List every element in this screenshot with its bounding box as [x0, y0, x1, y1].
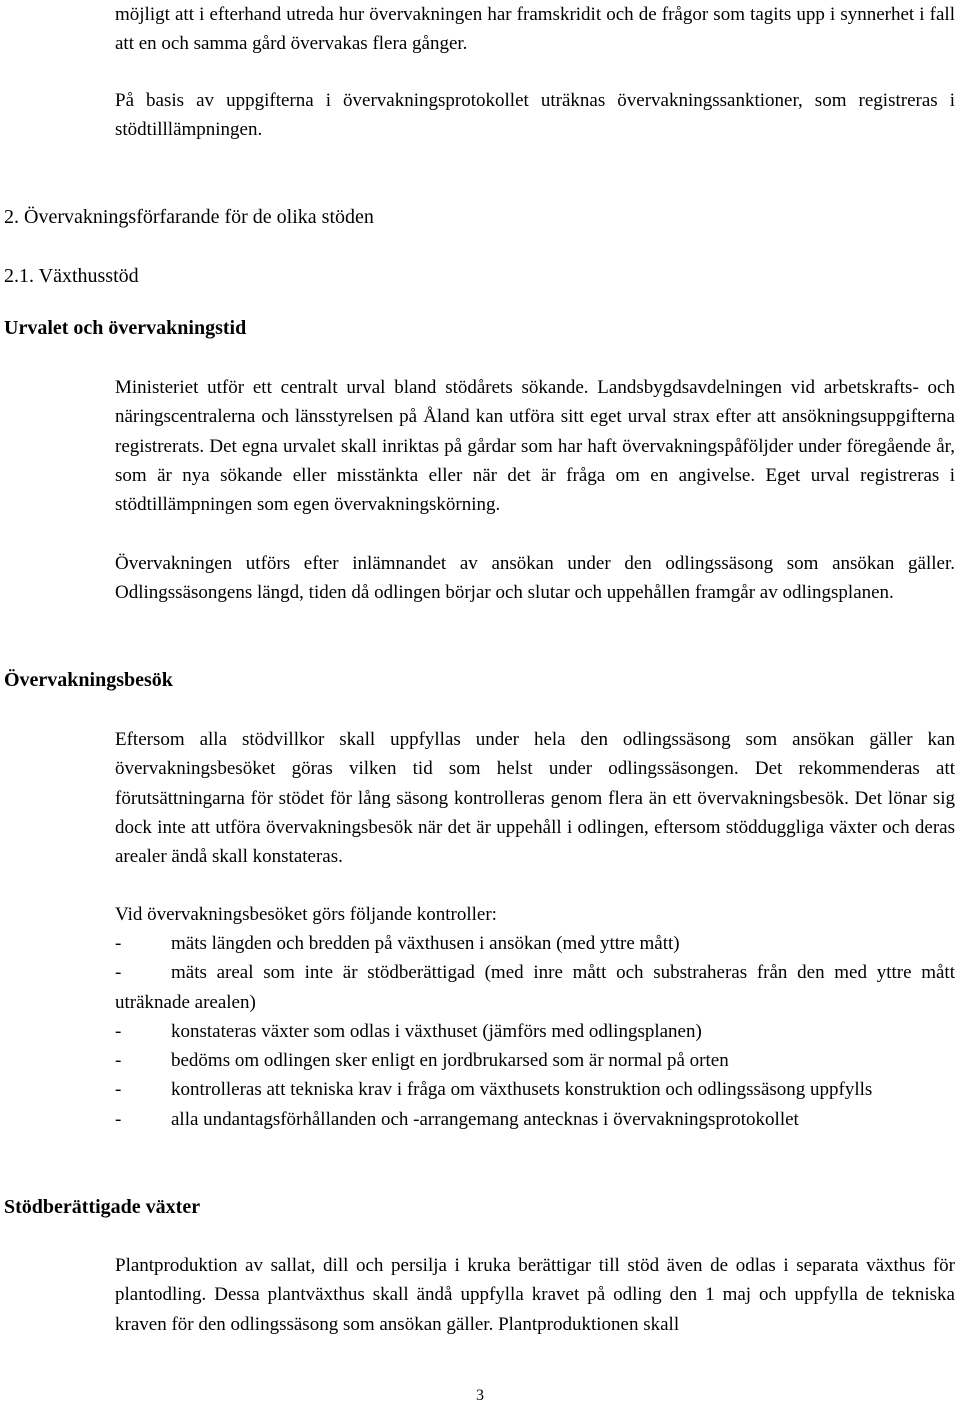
checklist-item-text: mäts längden och bredden på växthusen i ansökan (med yttre mått) — [171, 933, 680, 954]
heading-section-2: 2. Övervakningsförfarande för de olika stöden — [4, 206, 374, 228]
paragraph-visit-timing: Eftersom alla stödvillkor skall uppfyllas under hela den odlingssäsong som ansökan gäller kan övervakningsbesöket göras vilken tid som helst under odlingssäsongen. Det rekommenderas att förutsättningarna för stödet för lång säsong kontrolleras genom flera än ett övervakningsbesök. Det lönar sig dock inte att utföra övervakningsbesök när det är uppehåll i odlingen, eftersom stödduggliga växter och deras arealer ändå skall konstateras. — [115, 729, 955, 868]
dash-bullet: - — [115, 1108, 122, 1130]
paragraph-season: Övervakningen utförs efter inlämnandet av ansökan under den odlingssäsong som ansökan gäller. Odlingssäsongens längd, tiden då odlingen börjar och slutar och uppehållen framgår av odlingsplanen. — [115, 553, 955, 604]
checklist-item — [115, 958, 955, 1017]
dash-bullet: - — [115, 962, 122, 984]
checklist-item-text: konstateras växter som odlas i växthuset (jämförs med odlingsplanen) — [171, 1020, 702, 1042]
heading-besok: Övervakningsbesök — [4, 669, 173, 691]
checklist-item — [115, 1046, 955, 1075]
dash-bullet: - — [115, 1050, 122, 1072]
paragraph-sanctions: På basis av uppgifterna i övervakningsprotokollet uträknas övervakningssanktioner, som registreras i stödtilllämpningen. — [115, 90, 955, 141]
checklist-item-text: alla undantagsförhållanden och -arrangemang antecknas i övervakningsprotokollet — [171, 1108, 799, 1130]
dash-bullet: - — [115, 1079, 122, 1101]
paragraph-monitoring-progress: möjligt att i efterhand utreda hur övervakningen har framskridit och de frågor som tagits upp i synnerhet i fall att en och samma gård övervakas flera gånger. — [115, 4, 955, 55]
checklist-item — [115, 1075, 955, 1104]
checklist-item-text: mäts areal som inte är stödberättigad (med inre mått och substraheras från den med yttre mått uträknade arealen) — [115, 962, 955, 1013]
heading-section-2-1: 2.1. Växthusstöd — [4, 265, 139, 287]
paragraph-checks-intro: Vid övervakningsbesöket görs följande kontroller: — [115, 904, 497, 925]
checklist — [115, 929, 955, 1134]
checklist-item-text: kontrolleras att tekniska krav i fråga om växthusets konstruktion och odlingssäsong uppfylls — [171, 1079, 873, 1101]
heading-urvalet: Urvalet och övervakningstid — [4, 317, 247, 339]
paragraph-selection: Ministeriet utför ett centralt urval bland stödårets sökande. Landsbygdsavdelningen vid arbetskrafts- och näringscentralerna och länsstyrelsen på Åland kan utföra sitt eget urval strax efter att ansökningsuppgifterna registrerats. Det egna urvalet skall inriktas på gårdar som har haft övervakningspåföljder under föregående år, som är nya sökande eller misstänkta eller när det är fråga om en angivelse. Eget urval registreras i stödtillämpningen som egen övervakningskörning. — [115, 377, 955, 516]
checklist-item-text: bedöms om odlingen sker enligt en jordbrukarsed som är normal på orten — [171, 1050, 729, 1072]
heading-stodberattigade: Stödberättigade växter — [4, 1196, 201, 1218]
dash-bullet: - — [115, 1020, 122, 1042]
checklist-item — [115, 1017, 955, 1046]
checklist-item — [115, 929, 955, 958]
page-number: 3 — [476, 1387, 484, 1404]
checklist-item — [115, 1105, 955, 1134]
dash-bullet: - — [115, 933, 122, 954]
paragraph-plant-production: Plantproduktion av sallat, dill och persilja i kruka berättigar till stöd även de odlas i separata växthus för plantodling. Dessa plantväxthus skall ändå uppfylla kravet på odling den 1 maj och uppfylla de tekniska kraven för den odlingssäsong som ansökan gäller. Plantproduktionen skall — [115, 1255, 955, 1335]
